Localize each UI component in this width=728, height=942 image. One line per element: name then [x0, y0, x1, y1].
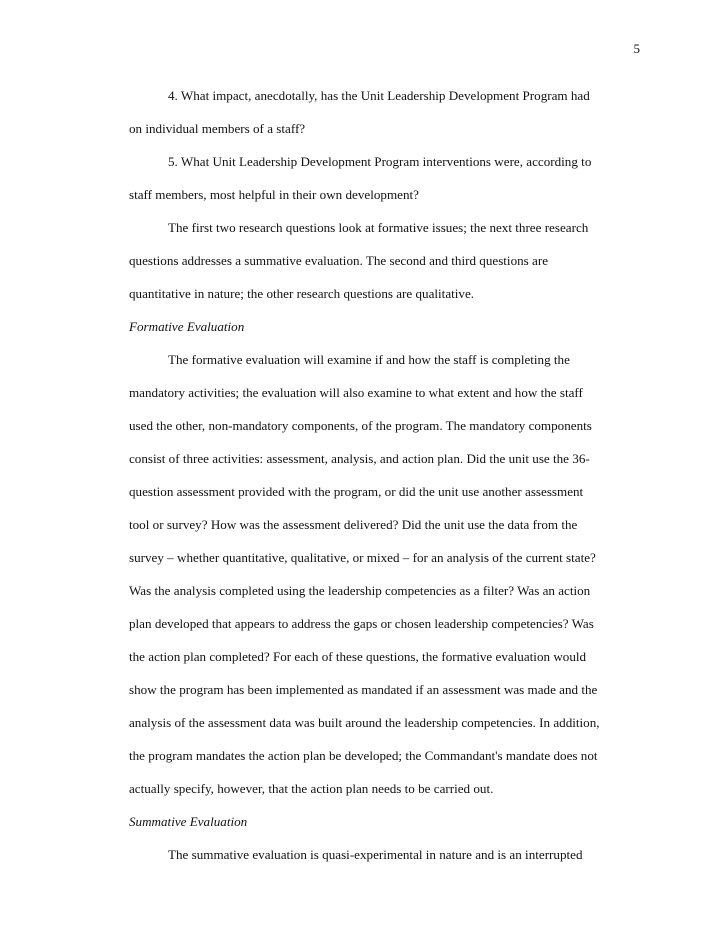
- intro-paragraph-line-3: quantitative in nature; the other research questions are qualitative.: [129, 286, 475, 301]
- formative-paragraph-line-3: used the other, non-mandatory components, of the program. The mandatory components: [129, 418, 592, 433]
- heading-formative-evaluation: Formative Evaluation: [129, 319, 245, 334]
- formative-paragraph-line-12: analysis of the assessment data was built around the leadership competencies. In addition,: [129, 715, 600, 730]
- formative-paragraph-line-6: tool or survey? How was the assessment delivered? Did the unit use the data from the: [129, 517, 578, 532]
- question-4-line-1: 4. What impact, anecdotally, has the Unit Leadership Development Program had: [168, 88, 590, 103]
- summative-paragraph-line-1: The summative evaluation is quasi-experimental in nature and is an interrupted: [168, 847, 583, 862]
- question-4-line-2: on individual members of a staff?: [129, 121, 306, 136]
- formative-paragraph-line-14: actually specify, however, that the action plan needs to be carried out.: [129, 781, 494, 796]
- formative-paragraph-line-7: survey – whether quantitative, qualitative, or mixed – for an analysis of the current state?: [129, 550, 596, 565]
- formative-paragraph-line-13: the program mandates the action plan be developed; the Commandant's mandate does not: [129, 748, 598, 763]
- formative-paragraph-line-10: the action plan completed? For each of these questions, the formative evaluation would: [129, 649, 587, 664]
- formative-paragraph-line-11: show the program has been implemented as mandated if an assessment was made and the: [129, 682, 598, 697]
- formative-paragraph-line-2: mandatory activities; the evaluation will also examine to what extent and how the staff: [129, 385, 583, 400]
- formative-paragraph-line-4: consist of three activities: assessment, analysis, and action plan. Did the unit use the 36-: [129, 451, 590, 466]
- formative-paragraph-line-5: question assessment provided with the program, or did the unit use another assessment: [129, 484, 584, 499]
- question-5-line-1: 5. What Unit Leadership Development Program interventions were, according to: [168, 154, 592, 169]
- page-number: 5: [633, 41, 640, 56]
- formative-paragraph-line-9: plan developed that appears to address the gaps or chosen leadership competencies? Was: [129, 616, 594, 631]
- intro-paragraph-line-2: questions addresses a summative evaluation. The second and third questions are: [129, 253, 549, 268]
- formative-paragraph-line-8: Was the analysis completed using the leadership competencies as a filter? Was an action: [129, 583, 591, 598]
- heading-summative-evaluation: Summative Evaluation: [129, 814, 248, 829]
- formative-paragraph-line-1: The formative evaluation will examine if and how the staff is completing the: [168, 352, 570, 367]
- intro-paragraph-line-1: The first two research questions look at formative issues; the next three research: [168, 220, 589, 235]
- question-5-line-2: staff members, most helpful in their own development?: [129, 187, 419, 202]
